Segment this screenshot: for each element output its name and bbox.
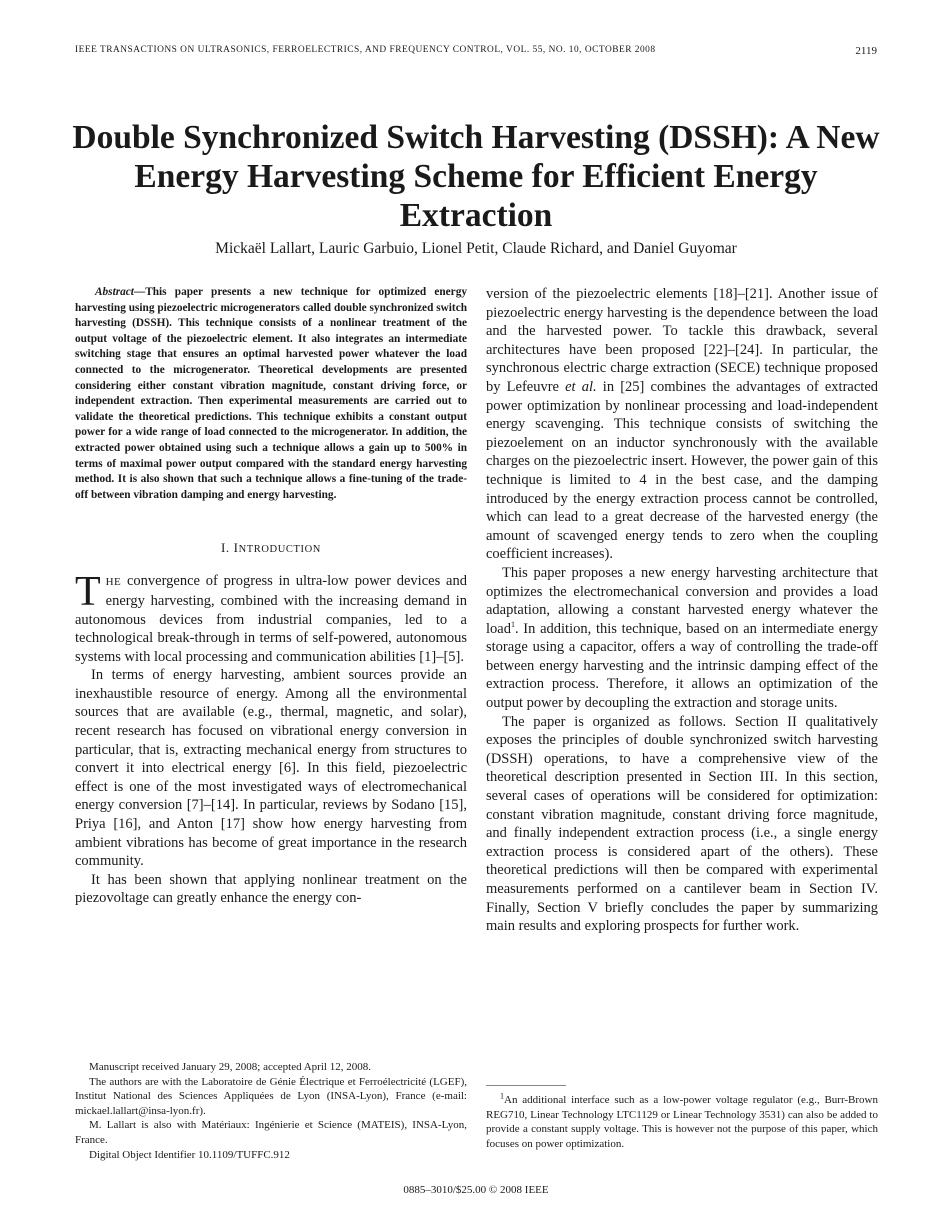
paper-title: Double Synchronized Switch Harvesting (DSSH): A New Energy Harvesting Scheme for Efficient Energy Extraction xyxy=(72,119,880,234)
copyright-footer: 0885–3010/$25.00 © 2008 IEEE xyxy=(403,1184,549,1196)
intro-paragraph-3: It has been shown that applying nonlinear treatment on the piezovoltage can greatly enhance the energy con- xyxy=(75,871,467,907)
section-title-rest: NTRODUCTION xyxy=(238,544,321,556)
page-number: 2119 xyxy=(855,45,877,57)
section-title-initial: I xyxy=(233,540,239,556)
intro-paragraph-4-b: . In addition, this technique, based on an intermediate energy storage using a capacitor, offers a way of controlling the trade-off between energy harvesting and the intrinsic damping effect of the extraction process. Therefore, it allows an optimization of the output power by decoupling the extraction and storage units. xyxy=(486,620,878,712)
footnote-1-marker: 1 xyxy=(500,1091,504,1101)
footnote-1-text: An additional interface such as a low-power voltage regulator (e.g., Burr-Brown REG710, Linear Technology LTC1129 or Linear Technology 3531) can also be added to provide a constant supply voltage. This is however not the purpose of this paper, which focuses on power optimization. xyxy=(486,1094,878,1150)
footnote-doi: Digital Object Identifier 10.1109/TUFFC.912 xyxy=(89,1148,290,1161)
footnote-affiliation-2: M. Lallart is also with Matériaux: Ingénierie et Science (MATEIS), INSA-Lyon, France. xyxy=(75,1119,467,1146)
abstract-text: —This paper presents a new technique for optimized energy harvesting using piezoelectric microgenerators called double synchronized switch harvesting (DSSH). This technique consists of a nonlinear treatment of the output voltage of the piezoelectric element. It also integrates an intermediate switching stage that ensures an optimal harvested power whatever the load connected to the microgenerator. Theoretical developments are presented considering either constant vibration magnitude, constant driving force, or independent extraction. Then experimental measurements are carried out to validate the theoretical predictions. This technique exhibits a constant output power for a wide range of load connected to the microgenerator. In addition, the extracted power obtained using such a technique allows a gain up to 500% in terms of maximal power output compared with the standard energy harvesting method. It is also shown that such a technique allows a fine-tuning of the trade-off between vibration damping and energy harvesting. xyxy=(75,286,467,501)
intro-paragraph-3-cont-b: in [25] combines the advantages of extracted power optimization by nonlinear processing and load-independent energy scavenging. This technique consists of switching the piezoelement on an inductor synchronously with the available charges on the piezoelectric insert. However, the power gain of this technique is limited to 4 in the best case, and the damping introduced by the energy extraction process cannot be controlled, which can lead to a great decrease of the harvested energy (the amount of scavenged energy tends to zero when the coupling coefficient increases). xyxy=(486,378,879,563)
intro-paragraph-4 xyxy=(486,564,878,713)
footnote-received: Manuscript received January 29, 2008; accepted April 12, 2008. xyxy=(89,1061,371,1073)
author-list: Mickaël Lallart, Lauric Garbuio, Lionel Petit, Claude Richard, and Daniel Guyomar xyxy=(215,240,737,257)
intro-paragraph-2: In terms of energy harvesting, ambient sources provide an inexhaustible resource of energy. Among all the environmental sources that are available (e.g., thermal, magnetic, and solar), recent research has focused on vibrational energy conversion in particular, that is, extracting mechanical energy from structures to convert it into electrical energy [6]. In this field, piezoelectric effect is one of the most investigated ways of electromechanical energy conversion [7]–[14]. In particular, reviews by Sodano [15], Priya [16], and Anton [17] show how energy harvesting from ambient vibrations has become of great importance in the research community. xyxy=(75,667,467,870)
section-heading-introduction xyxy=(75,540,467,556)
manuscript-footnotes xyxy=(75,1060,467,1162)
intro-paragraph-4-a: This paper proposes a new energy harvesting architecture that optimizes the electromechanical conversion and provides a load adaptation, allowing a constant harvested energy whatever the load xyxy=(486,564,878,637)
left-column xyxy=(75,285,467,908)
intro-paragraph-3-cont-a: version of the piezoelectric elements [18]–[21]. Another issue of piezoelectric energy harvesting is the dependence between the load and the harvested power. To tackle this drawback, several architectures have been proposed [22]–[24]. In particular, the synchronous electric charge extraction (SECE) technique proposed by Lefeuvre xyxy=(486,286,878,395)
footnote-affiliation: The authors are with the Laboratoire de Génie Électrique et Ferroélectricité (LGEF), Institut National des Sciences Appliquées de Lyon (INSA-Lyon), France (e-mail: mickael.lallart@insa-lyon.fr). xyxy=(75,1075,467,1117)
right-column xyxy=(486,285,878,936)
footnote-rule xyxy=(486,1085,566,1086)
abstract-label: Abstract xyxy=(95,286,134,298)
et-al: et al. xyxy=(565,378,597,395)
intro-paragraph-1 xyxy=(75,569,467,666)
intro-paragraph-5: The paper is organized as follows. Section II qualitatively exposes the principles of double synchronized switch harvesting (DSSH) operations, to have a comprehensive view of the theoretical description presented in Section III. In this section, several cases of operations will be considered for optimization: constant vibration magnitude, constant driving force magnitude, and finally independent extraction process (i.e., a single energy extraction process is considered apart of the others). These theoretical predictions will then be compared with experimental measurements performed on a cantilever beam in Section IV. Finally, Section V briefly concludes the paper by summarizing main results and exploring prospects for further work. xyxy=(486,713,878,935)
text-footnote xyxy=(486,1093,878,1151)
drop-cap: T xyxy=(75,569,101,616)
footnote-marker: 1 xyxy=(510,619,515,629)
running-header xyxy=(75,45,877,63)
abstract xyxy=(75,285,467,503)
intro-paragraph-3-continued xyxy=(486,285,878,564)
section-number: I. xyxy=(220,540,230,556)
journal-name: IEEE TRANSACTIONS ON ULTRASONICS, FERROELECTRICS, AND FREQUENCY CONTROL, VOL. 55, NO. 10, OCTOBER 2008 xyxy=(75,45,656,55)
intro-paragraph-1-text: convergence of progress in ultra-low power devices and energy harvesting, combined with the increasing demand in autonomous devices from industrial companies, led to a technological break-through in terms of self-powered, autonomous systems with local processing and communication abilities [1]–[5]. xyxy=(75,573,467,665)
drop-cap-rest: HE xyxy=(105,576,122,589)
